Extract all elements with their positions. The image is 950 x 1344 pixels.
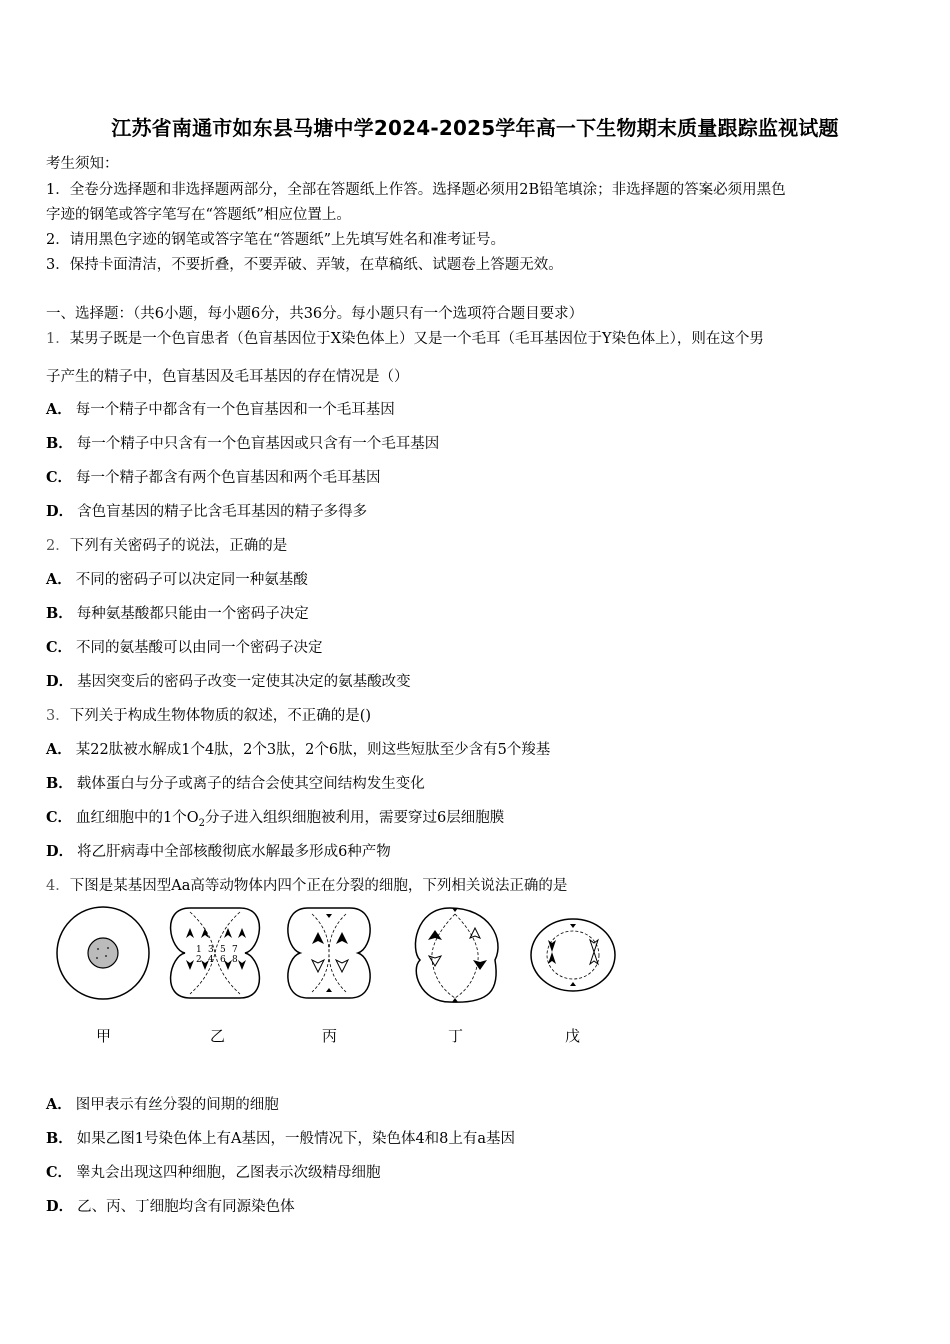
cell-division-figure xyxy=(50,900,630,1050)
figure-label-jia: 甲 xyxy=(96,1027,112,1045)
chromosome-number: 8 xyxy=(232,955,238,965)
cell-ding xyxy=(415,908,498,1002)
question-3-stem: 3．下列关于构成生物体物质的叙述，不正确的是() xyxy=(46,708,372,724)
question-1-stem: 1．某男子既是一个色盲患者（色盲基因位于X染色体上）又是一个毛耳（毛耳基因位于Y染色体上），则在这个男 xyxy=(46,331,764,347)
figure-label-bing: 丙 xyxy=(322,1027,338,1045)
notice-line-2: 2．请用黑色字迹的钢笔或答字笔在“答题纸”上先填写姓名和准考证号。 xyxy=(46,232,506,248)
figure-label-ding: 丁 xyxy=(448,1027,464,1045)
question-4-option-b: B． 如果乙图1号染色体上有A基因，一般情况下，染色体4和8上有a基因 xyxy=(46,1130,516,1147)
question-3-option-a: A． 某22肽被水解成1个4肽，2个3肽，2个6肽，则这些短肽至少含有5个羧基 xyxy=(46,741,551,758)
question-3-option-b: B． 载体蛋白与分子或离子的结合会使其空间结构发生变化 xyxy=(46,775,425,792)
notice-line-1b: 字迹的钢笔或答字笔写在“答题纸”相应位置上。 xyxy=(46,207,351,223)
question-1-option-a: A． 每一个精子中都含有一个色盲基因和一个毛耳基因 xyxy=(46,401,395,418)
cell-bing xyxy=(288,908,370,998)
figure-label-yi: 乙 xyxy=(210,1027,226,1045)
question-2-option-b: B． 每种氨基酸都只能由一个密码子决定 xyxy=(46,605,309,622)
chromosome-number: 4 xyxy=(208,955,214,965)
question-3-option-d: D． 将乙肝病毒中全部核酸彻底水解最多形成6种产物 xyxy=(46,843,391,860)
question-1-option-d: D． 含色盲基因的精子比含毛耳基因的精子多得多 xyxy=(46,503,368,520)
chromosome-number: 5 xyxy=(220,945,226,955)
question-4-option-a: A． 图甲表示有丝分裂的间期的细胞 xyxy=(46,1096,279,1113)
question-1-option-c: C． 每一个精子都含有两个色盲基因和两个毛耳基因 xyxy=(46,469,381,486)
notice-line-3: 3．保持卡面清洁，不要折叠，不要弄破、弄皱，在草稿纸、试题卷上答题无效。 xyxy=(46,257,563,273)
question-2-stem: 2．下列有关密码子的说法，正确的是 xyxy=(46,538,288,554)
question-4-option-c: C． 睾丸会出现这四种细胞，乙图表示次级精母细胞 xyxy=(46,1164,381,1181)
question-4-stem: 4．下图是某基因型Aa高等动物体内四个正在分裂的细胞，下列相关说法正确的是 xyxy=(46,878,568,894)
question-4-option-d: D． 乙、丙、丁细胞均含有同源染色体 xyxy=(46,1198,295,1215)
question-2-option-c: C． 不同的氨基酸可以由同一个密码子决定 xyxy=(46,639,323,656)
chromosome-number: 2 xyxy=(196,955,202,965)
question-2-option-d: D． 基因突变后的密码子改变一定使其决定的氨基酸改变 xyxy=(46,673,411,690)
question-number: 1． xyxy=(46,331,70,347)
cell-wu xyxy=(531,919,615,991)
chromosome-number: 6 xyxy=(220,955,226,965)
exam-title: 江苏省南通市如东县马塘中学2024-2025学年高一下生物期末质量跟踪监视试题 xyxy=(111,116,839,140)
chromosome-number: 1 xyxy=(196,945,202,955)
section-heading: 一、选择题：（共6小题，每小题6分，共36分。每小题只有一个选项符合题目要求） xyxy=(46,306,584,322)
question-number: 2． xyxy=(46,538,70,554)
chromosome-number: 7 xyxy=(232,945,238,955)
question-1-option-b: B． 每一个精子中只含有一个色盲基因或只含有一个毛耳基因 xyxy=(46,435,440,452)
question-number: 4． xyxy=(46,878,70,894)
chromosome-number: 3 xyxy=(208,945,214,955)
question-3-option-c: C． 血红细胞中的1个$O_2$分子进入组织细胞被利用，需要穿过6层细胞膜 xyxy=(46,809,505,829)
question-2-option-a: A． 不同的密码子可以决定同一种氨基酸 xyxy=(46,571,308,588)
question-1-stem-cont: 子产生的精子中，色盲基因及毛耳基因的存在情况是（） xyxy=(46,369,409,385)
cell-yi xyxy=(171,908,260,998)
cell-jia xyxy=(57,907,149,999)
notice-line-1: 1．全卷分选择题和非选择题两部分，全部在答题纸上作答。选择题必须用2B铅笔填涂；非选择题的答案必须用黑色 xyxy=(46,182,786,198)
figure-label-wu: 戊 xyxy=(565,1027,581,1045)
notice-heading: 考生须知： xyxy=(46,156,119,172)
question-number: 3． xyxy=(46,708,70,724)
